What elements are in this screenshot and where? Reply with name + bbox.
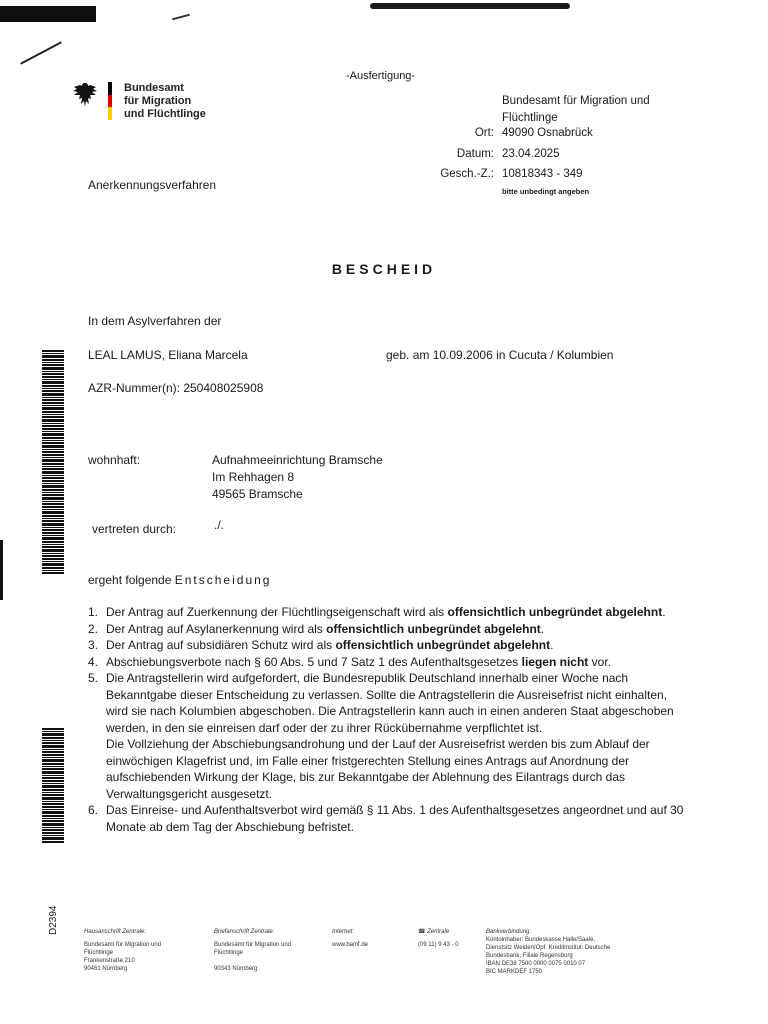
flag-stripe-black bbox=[108, 82, 112, 95]
footer-postal-address bbox=[214, 928, 291, 973]
decision-text-end: . bbox=[550, 638, 554, 652]
decision-item-6 bbox=[88, 802, 688, 835]
footer-internet bbox=[332, 928, 368, 949]
footer-heading: Bankverbindung: bbox=[486, 929, 532, 935]
ort-label: Ort: bbox=[474, 127, 494, 139]
federal-flag-bar bbox=[108, 82, 112, 120]
copy-marker: -Ausfertigung- bbox=[346, 70, 416, 82]
footer-line: Bundesbank, Filiale Regensburg bbox=[486, 953, 573, 959]
decision-text-bold: liegen nicht bbox=[521, 654, 589, 669]
decision-text-bold: offensichtlich unbegründet abgelehnt bbox=[447, 605, 663, 619]
decision-number: 6. bbox=[88, 803, 99, 817]
ort-value: 49090 Osnabrück bbox=[502, 127, 593, 139]
decision-number: 5. bbox=[88, 671, 99, 685]
footer-bank bbox=[486, 928, 610, 976]
footer-phone bbox=[418, 928, 459, 949]
document-code: D2394 bbox=[48, 905, 59, 935]
scan-artifact-bar-top bbox=[370, 3, 570, 9]
decision-text-bold: offensichtlich unbegründet abgelehnt bbox=[326, 621, 541, 636]
decision-intro-word: Entscheidung bbox=[174, 573, 272, 587]
azr-number: AZR-Nummer(n): 250408025908 bbox=[88, 381, 264, 395]
datum-label: Datum: bbox=[456, 148, 494, 160]
residence-line-2: Im Rehhagen 8 bbox=[212, 470, 295, 484]
applicant-name: LEAL LAMUS, Eliana Marcela bbox=[88, 348, 248, 362]
footer-line: 90343 Nürnberg bbox=[214, 966, 258, 972]
footer-line: Flüchtlinge bbox=[214, 950, 244, 956]
footer-heading: Briefanschrift Zentrale: bbox=[214, 929, 275, 935]
page-title: BESCHEID bbox=[331, 261, 437, 277]
footer-line: IBAN DE38 7500 0000 0075 0010 07 bbox=[486, 961, 586, 967]
reference-hint: bitte unbedingt angeben bbox=[502, 187, 590, 196]
residence-line-3: 49565 Bramsche bbox=[212, 487, 303, 501]
letterhead-line-2: für Migration bbox=[124, 95, 192, 107]
decision-number: 4. bbox=[88, 654, 99, 669]
footer-address-head-office bbox=[84, 928, 161, 973]
footer-phone-number: (09 11) 9 43 - 0 bbox=[418, 942, 459, 948]
footer-line: 90461 Nürnberg bbox=[84, 966, 128, 972]
scan-artifact-edge bbox=[0, 540, 3, 600]
decision-item-3 bbox=[88, 637, 688, 654]
decision-item-4 bbox=[88, 654, 688, 671]
representative-label: vertreten durch: bbox=[92, 522, 177, 536]
footer-line: Bundesamt für Migration und bbox=[214, 942, 292, 948]
footer-line: Kontoinhaber: Bundeskasse Halle/Saale, bbox=[486, 937, 596, 943]
intro-text: In dem Asylverfahren der bbox=[88, 314, 222, 328]
pen-mark bbox=[20, 41, 62, 64]
decision-text: Der Antrag auf Asylanerkennung wird als bbox=[106, 621, 327, 636]
procedure-type: Anerkennungsverfahren bbox=[88, 178, 217, 192]
decision-list bbox=[88, 604, 688, 835]
decision-text: Der Antrag auf Zuerkennung der Flüchtlingseigenschaft wird als bbox=[106, 605, 448, 619]
footer-heading: Hausanschrift Zentrale: bbox=[84, 929, 147, 935]
barcode-upper bbox=[42, 350, 64, 575]
footer-line: Frankenstraße 210 bbox=[84, 958, 135, 964]
decision-text-bold: offensichtlich unbegründet abgelehnt bbox=[335, 638, 551, 652]
letterhead-line-3: und Flüchtlinge bbox=[124, 108, 206, 120]
barcode-lower bbox=[42, 728, 64, 844]
datum-value: 23.04.2025 bbox=[502, 148, 560, 160]
decision-text-end: vor. bbox=[588, 654, 611, 669]
decision-paragraph-1: Die Antragstellerin wird aufgefordert, die Bundesrepublik Deutschland innerhalb einer Woche nach Bekanntgabe dieser Entscheidung zu verlassen. Sollte die Antragstellerin die Ausreisefrist nicht einhalten, wird sie nach Kolumbien abgeschoben. Die Antragstellerin kann auch in einen anderen Staat abgeschoben werden, in den sie einreisen darf oder der zu ihrer Rückübernahme verpflichtet ist. bbox=[106, 671, 674, 735]
decision-item-1 bbox=[88, 604, 688, 621]
decision-text: Der Antrag auf subsidiären Schutz wird als bbox=[106, 638, 336, 652]
footer-heading: ☎ Zentrale bbox=[418, 929, 450, 935]
decision-paragraph-2: Die Vollziehung der Abschiebungsandrohung und der Lauf der Ausreisefrist werden bis zum Ablauf der einwöchigen Klagefrist und, im Falle einer fristgerechten Stellung eines Antrags auf Anordnung der aufschiebenden Wirkung der Klage, bis zur Bekanntgabe der Ablehnung des Eilantrags durch das Verwaltungsgericht ausgesetzt. bbox=[106, 737, 650, 801]
residence-line-1: Aufnahmeeinrichtung Bramsche bbox=[212, 453, 383, 467]
decision-intro-text: ergeht folgende bbox=[88, 573, 175, 587]
decision-text-end: . bbox=[540, 621, 545, 636]
footer-line: Flüchtlinge bbox=[84, 950, 114, 956]
applicant-birth: geb. am 10.09.2006 in Cucuta / Kolumbien bbox=[386, 348, 614, 362]
footer-website-link[interactable]: www.bamf.de bbox=[332, 942, 369, 948]
pen-mark-small bbox=[172, 14, 190, 21]
letterhead-name bbox=[124, 82, 206, 121]
decision-item-5 bbox=[88, 670, 688, 802]
decision-text: Abschiebungsverbote nach § 60 Abs. 5 und 7 Satz 1 des Aufenthaltsgesetzes bbox=[106, 654, 522, 669]
reference-value: 10818343 - 349 bbox=[502, 168, 583, 180]
decision-intro bbox=[88, 573, 271, 587]
decision-number: 3. bbox=[88, 638, 99, 652]
footer-line: Bundesamt für Migration und bbox=[84, 942, 162, 948]
reference-label: Gesch.-Z.: bbox=[440, 168, 494, 180]
scan-artifact-bar bbox=[0, 6, 96, 22]
decision-item-2 bbox=[88, 621, 688, 638]
footer-line: Dienstsitz Weiden/Opf. Kreditinstitut: Deutsche bbox=[486, 945, 611, 951]
decision-text-end: . bbox=[662, 605, 666, 619]
representative-value: ./. bbox=[214, 518, 225, 532]
decision-text: Das Einreise- und Aufenthaltsverbot wird gemäß § 11 Abs. 1 des Aufenthaltsgesetzes angeordnet und auf 30 Monate ab dem Tag der Abschiebung befristet. bbox=[106, 803, 684, 834]
flag-stripe-red bbox=[108, 95, 112, 108]
decision-number: 2. bbox=[88, 621, 99, 636]
letterhead-line-1: Bundesamt bbox=[124, 82, 184, 94]
residence-label: wohnhaft: bbox=[88, 453, 141, 467]
footer-heading: Internet: bbox=[332, 929, 355, 935]
flag-stripe-gold bbox=[108, 107, 112, 120]
federal-eagle-icon bbox=[70, 80, 100, 110]
sender-name: Bundesamt für Migration und Flüchtlinge bbox=[502, 95, 650, 124]
decision-number: 1. bbox=[88, 605, 99, 619]
footer-line: BIC MARKDEF 1750 bbox=[486, 969, 543, 975]
